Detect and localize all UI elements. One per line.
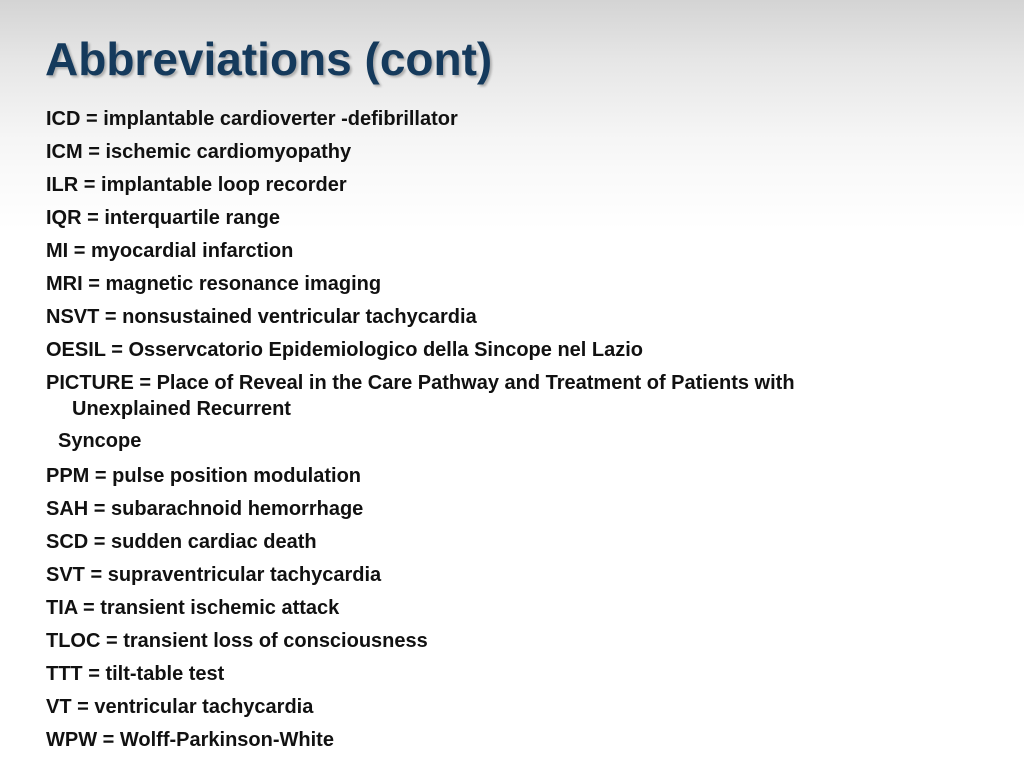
list-item: PPM = pulse position modulation [46,465,362,487]
list-item-wrapped [46,367,996,426]
list-item: IQR = interquartile range [46,207,280,229]
list-item-continuation: Unexplained Recurrent [72,398,291,420]
list-item: TTT = tilt-table test [46,663,225,685]
list-item: SVT = supraventricular tachycardia [46,564,382,586]
list-item: SCD = sudden cardiac death [46,531,317,553]
list-item-line: PICTURE = Place of Reveal in the Care Pathway and Treatment of Patients with [46,372,795,394]
list-item: SAH = subarachnoid hemorrhage [46,498,364,520]
list-item: TLOC = transient loss of consciousness [46,630,428,652]
list-item: ICD = implantable cardioverter -defibrillator [46,108,458,130]
list-item: MRI = magnetic resonance imaging [46,273,382,295]
list-item: TIA = transient ischemic attack [46,597,340,619]
abbreviation-list [46,103,996,757]
list-item: OESIL = Osservcatorio Epidemiologico della Sincope nel Lazio [46,339,644,361]
list-item: NSVT = nonsustained ventricular tachycardia [46,306,477,328]
list-item-continuation: Syncope [58,430,142,452]
list-item: VT = ventricular tachycardia [46,696,314,718]
slide-title: Abbreviations (cont) [45,33,493,85]
list-item: WPW = Wolff-Parkinson-White [46,729,334,751]
list-item: ICM = ischemic cardiomyopathy [46,141,352,163]
list-item: ILR = implantable loop recorder [46,174,347,196]
list-item: MI = myocardial infarction [46,240,294,262]
